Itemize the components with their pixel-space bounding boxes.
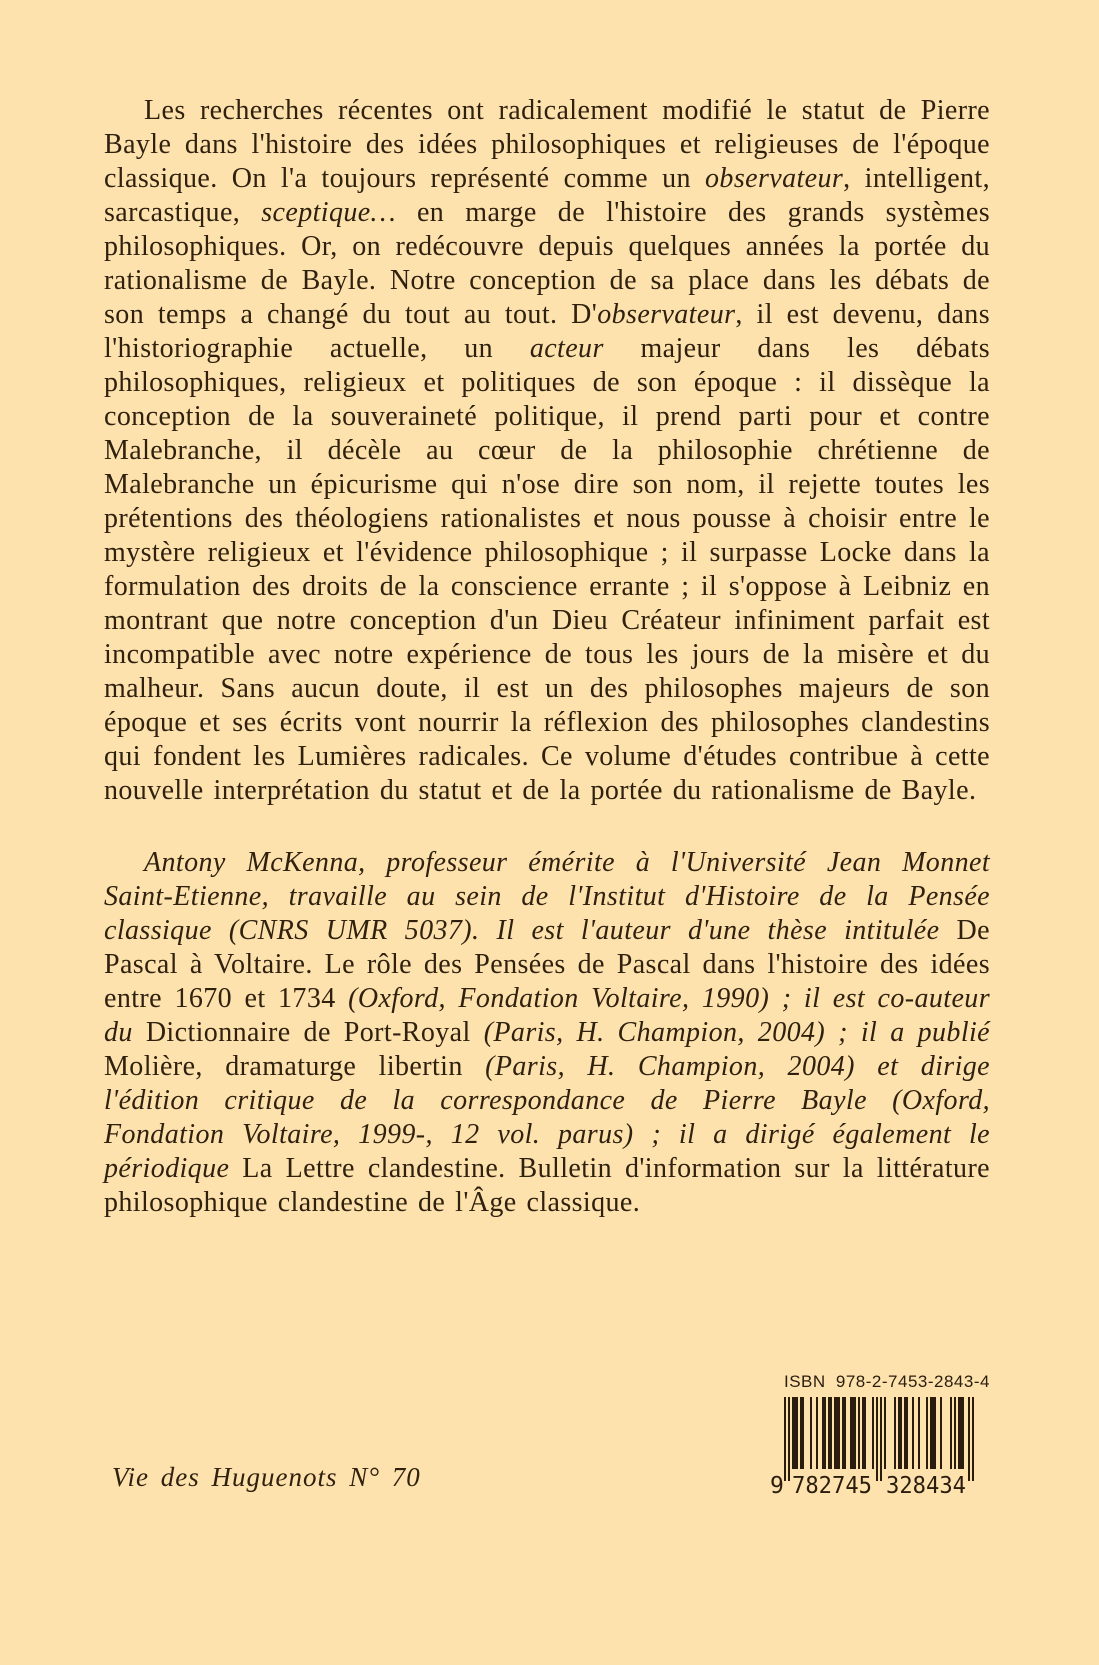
synopsis-segment: en marge de l'histoire des grands systèmes philosophiques. Or, on redécouvre depuis quelques années la portée du rationalisme de Bayle. Notre conception de sa place dans les débats de son temps a changé du tout au tout. D'	[104, 197, 990, 330]
synopsis-segment: , intelligent, sarcastique,	[104, 163, 990, 228]
bio-segment: (Oxford, Fondation Voltaire, 1990) ; il est co-auteur du	[104, 983, 990, 1048]
synopsis-segment: majeur dans les débats philosophiques, religieux et politiques de son époque : il dissèque la conception de la souveraineté politique, il prend parti pour et contre Malebranche, il décèle au cœur de la philosophie chrétienne de Malebranche un épicurisme qui n'ose dire son nom, il rejette toutes les prétentions des théologiens rationalistes et nous pousse à choisir entre le mystère religieux et l'évidence philosophique ; il surpasse Locke dans la formulation des droits de la conscience errante ; il s'oppose à Leibniz en montrant que notre conception d'un Dieu Créateur infiniment parfait est incompatible avec notre expérience de tous les jours de la misère et du malheur. Sans aucun doute, il est un des philosophes majeurs de son époque et ses écrits vont nourrir la réflexion des philosophes clandestins qui fondent les Lumières radicales. Ce volume d'études contribue à cette nouvelle interprétation du statut et de la portée du rationalisme de Bayle.	[104, 333, 990, 806]
synopsis-segment: Les recherches récentes ont radicalement modifié le statut de Pierre Bayle dans l'histoire des idées philosophiques et religieuses de l'époque classique. On l'a toujours représenté comme un	[104, 95, 990, 194]
ean13-barcode	[770, 1397, 976, 1497]
synopsis-paragraph	[104, 94, 990, 808]
bio-segment: Antony McKenna, professeur émérite à l'Université Jean Monnet Saint-Etienne, travaille au sein de l'Institut d'Histoire de la Pensée classique (CNRS UMR 5037). Il est l'auteur d'une thèse intitulée	[104, 847, 990, 946]
synopsis-segment: sceptique…	[261, 197, 396, 228]
bio-segment: (Paris, H. Champion, 2004) ; il a publié	[483, 1017, 991, 1048]
synopsis-segment: , il est devenu, dans l'historiographie actuelle, un	[104, 299, 990, 364]
svg-text:328434: 328434	[886, 1473, 966, 1497]
svg-text:782745: 782745	[792, 1473, 872, 1497]
isbn-barcode-block	[770, 1372, 990, 1497]
synopsis-segment: observateur	[597, 299, 736, 330]
bio-segment-book-title: La Lettre clandestine. Bulletin d'information sur la littérature philosophique clandestine de l'Âge classique.	[104, 1153, 990, 1218]
synopsis-segment: acteur	[529, 333, 604, 364]
svg-text:9: 9	[770, 1473, 784, 1497]
back-cover-text	[104, 94, 990, 1220]
bio-segment-book-title: Dictionnaire de Port-Royal	[145, 1017, 484, 1048]
bio-segment-book-title: Molière, dramaturge libertin	[104, 1051, 486, 1082]
author-bio-paragraph	[104, 846, 990, 1220]
bio-segment-book-title: De Pascal à Voltaire. Le rôle des Pensées de Pascal dans l'histoire des idées entre 1670 et 1734	[104, 915, 990, 1014]
synopsis-segment: observateur	[705, 163, 844, 194]
bio-segment: (Paris, H. Champion, 2004) et dirige l'édition critique de la correspondance de Pierre Bayle (Oxford, Fondation Voltaire, 1999-, 12 vol. parus) ; il a dirigé également le périodique	[104, 1051, 990, 1184]
isbn-number: ISBN 978-2-7453-2843-4	[784, 1372, 990, 1391]
series-label: Vie des Huguenots N° 70	[112, 1462, 421, 1492]
